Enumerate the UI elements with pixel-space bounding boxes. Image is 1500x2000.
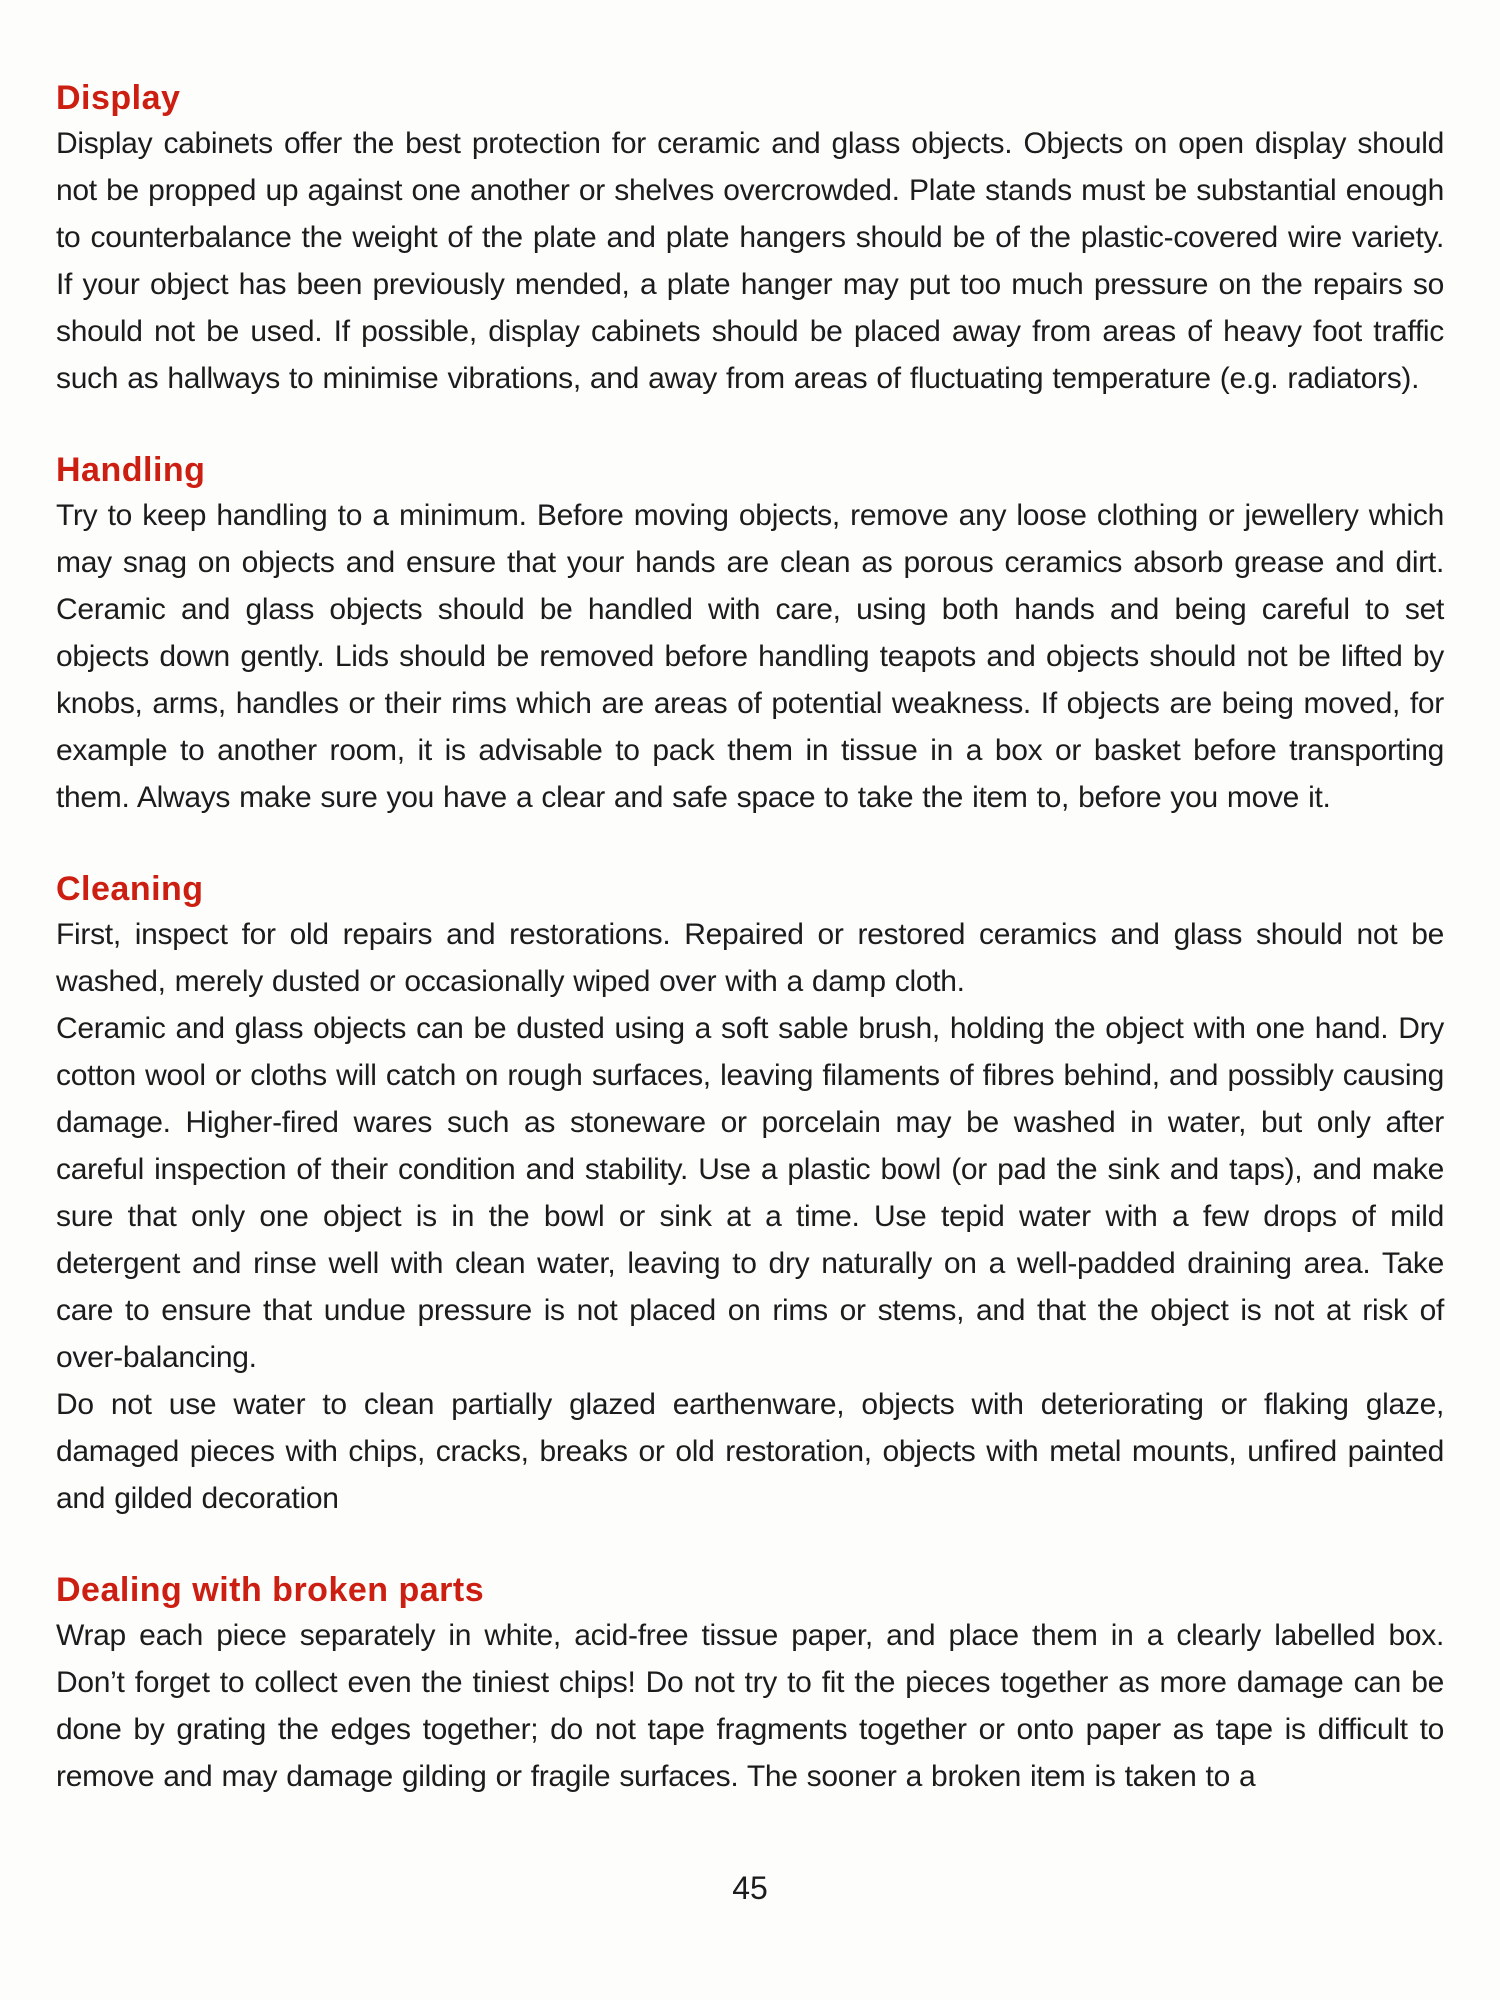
cleaning-paragraph-3: Do not use water to clean partially glazed earthenware, objects with deteriorating or flaking glaze, damaged pieces with chips, cracks, breaks or old restoration, objects with metal mounts, unfired painted and gilded decoration (56, 1388, 1444, 1515)
section-display (56, 78, 1444, 402)
broken-parts-paragraph: Wrap each piece separately in white, acid-free tissue paper, and place them in a clearly labelled box. Don’t forget to collect even the tiniest chips! Do not try to fit the pieces together as more damage can be done by grating the edges together; do not tape fragments together or onto paper as tape is difficult to remove and may damage gilding or fragile surfaces. The sooner a broken item is taken to a (56, 1619, 1444, 1793)
cleaning-paragraph-1: First, inspect for old repairs and restorations. Repaired or restored ceramics and glass should not be washed, merely dusted or occasionally wiped over with a damp cloth. (56, 918, 1444, 998)
section-cleaning (56, 869, 1444, 1522)
section-spacer (56, 1522, 1444, 1570)
handling-paragraph: Try to keep handling to a minimum. Before moving objects, remove any loose clothing or jewellery which may snag on objects and ensure that your hands are clean as porous ceramics absorb grease and dirt. Ceramic and glass objects should be handled with care, using both hands and being careful to set objects down gently. Lids should be removed before handling teapots and objects should not be lifted by knobs, arms, handles or their rims which are areas of potential weakness. If objects are being moved, for example to another room, it is advisable to pack them in tissue in a box or basket before transporting them. Always make sure you have a clear and safe space to take the item to, before you move it. (56, 499, 1444, 814)
section-spacer (56, 402, 1444, 450)
section-heading-broken-parts: Dealing with broken parts (56, 1571, 485, 1609)
page-content (56, 78, 1444, 1800)
page-number: 45 (732, 1870, 768, 1906)
section-heading-handling: Handling (56, 451, 206, 489)
section-heading-display: Display (56, 79, 181, 117)
display-paragraph: Display cabinets offer the best protection for ceramic and glass objects. Objects on open display should not be propped up against one another or shelves overcrowded. Plate stands must be substantial enough to counterbalance the weight of the plate and plate hangers should be of the plastic-covered wire variety. If your object has been previously mended, a plate hanger may put too much pressure on the repairs so should not be used. If possible, display cabinets should be placed away from areas of heavy foot traffic such as hallways to minimise vibrations, and away from areas of fluctuating temperature (e.g. radiators). (56, 127, 1444, 395)
cleaning-paragraph-2: Ceramic and glass objects can be dusted using a soft sable brush, holding the object with one hand. Dry cotton wool or cloths will catch on rough surfaces, leaving filaments of fibres behind, and possibly causing damage. Higher-fired wares such as stoneware or porcelain may be washed in water, but only after careful inspection of their condition and stability. Use a plastic bowl (or pad the sink and taps), and make sure that only one object is in the bowl or sink at a time. Use tepid water with a few drops of mild detergent and rinse well with clean water, leaving to dry naturally on a well-padded draining area. Take care to ensure that undue pressure is not placed on rims or stems, and that the object is not at risk of over-balancing. (56, 1012, 1444, 1374)
section-spacer (56, 821, 1444, 869)
section-heading-cleaning: Cleaning (56, 870, 204, 908)
section-handling (56, 450, 1444, 821)
section-broken-parts (56, 1570, 1444, 1800)
